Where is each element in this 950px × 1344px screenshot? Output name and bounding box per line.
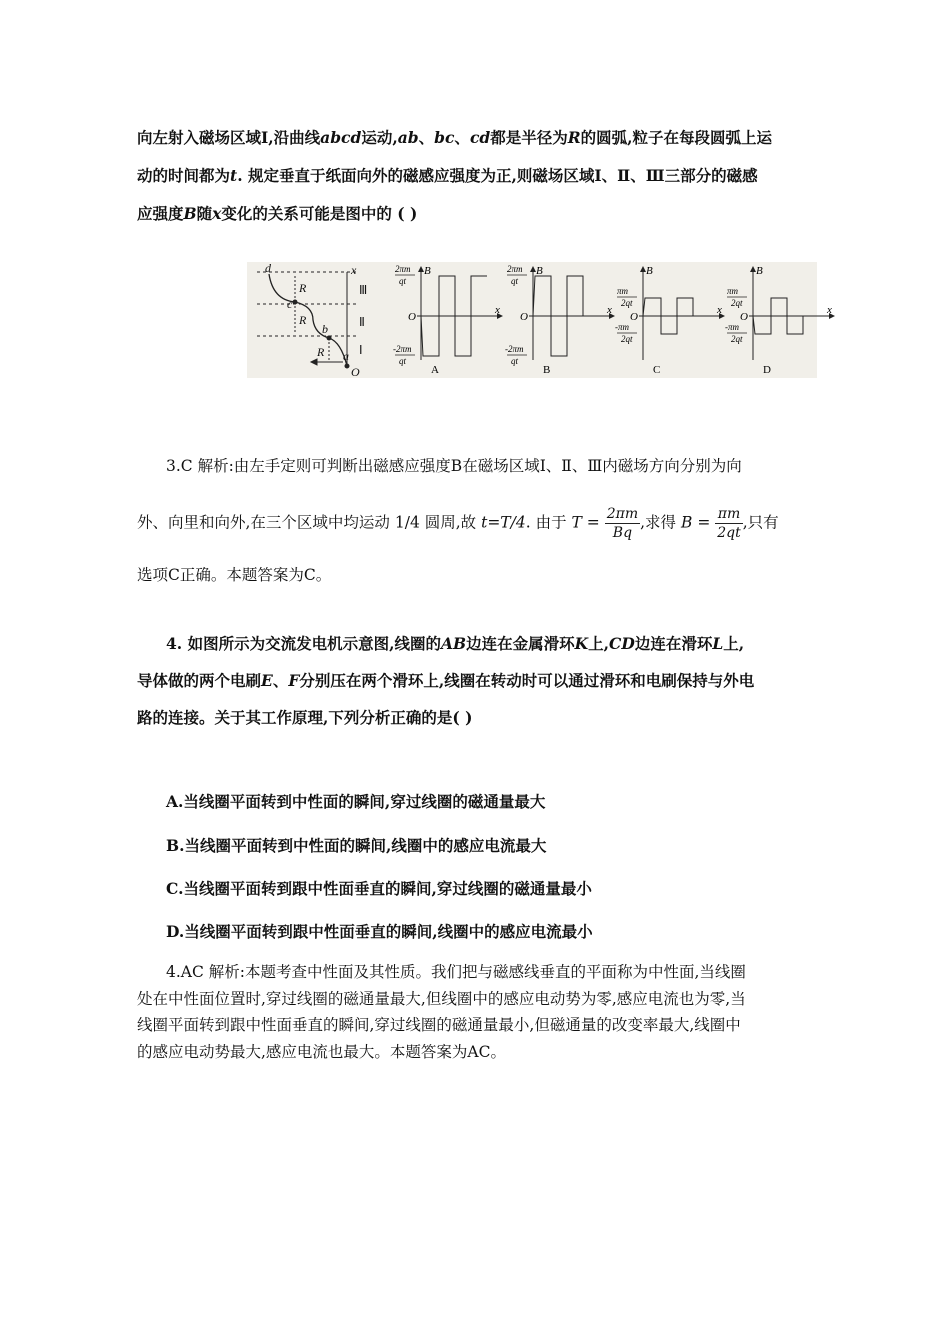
q4-line-1: 4. 如图所示为交流发电机示意图,线圈的AB边连在金属滑环K上,CD边连在滑环L上, xyxy=(166,634,745,653)
path-label-3: a xyxy=(343,349,349,363)
graph-D-origin: O xyxy=(740,311,748,323)
graph-B-pos-den: qt xyxy=(511,276,519,286)
graph-C-b-label: B xyxy=(646,265,653,277)
ans4-line-1: 4.AC 解析:本题考查中性面及其性质。我们把与磁感线垂直的平面称为中性面,当线圈 xyxy=(166,963,746,981)
region-label-0: Ⅲ xyxy=(359,283,368,297)
path-label-8: x xyxy=(351,263,357,277)
graph-B-pos-num: 2πm xyxy=(507,264,523,274)
graph-C-neg-num: -πm xyxy=(615,322,630,332)
ans3-line-1: 3.C 解析:由左手定则可判断出磁感应强度B在磁场区域Ⅰ、Ⅱ、Ⅲ内磁场方向分别为向 xyxy=(166,457,742,475)
graph-A-b-label: B xyxy=(424,265,431,277)
graph-C xyxy=(615,265,725,376)
q4-option-a: A.当线圈平面转到中性面的瞬间,穿过线圈的磁通量最大 xyxy=(166,792,546,811)
graph-C-origin: O xyxy=(630,311,638,323)
path-label-0: d xyxy=(265,261,271,275)
graph-C-pos-num: πm xyxy=(617,286,629,296)
path-label-1: c xyxy=(287,297,293,311)
graph-C-option-label: C xyxy=(653,364,661,376)
graph-B-b-label: B xyxy=(536,265,543,277)
particle-path xyxy=(269,274,347,366)
arrow-head xyxy=(311,359,317,365)
ans4-line-2: 处在中性面位置时,穿过线圈的磁通量最大,但线圈中的感应电动势为零,感应电流也为零,当 xyxy=(137,990,746,1008)
q3-figure-svg xyxy=(247,261,832,379)
point-a xyxy=(345,364,349,368)
graph-A-x-label: x xyxy=(495,304,500,316)
region-label-1: Ⅱ xyxy=(359,315,365,329)
q3-line-3: 应强度B随x变化的关系可能是图中的 ( ) xyxy=(137,204,418,223)
point-b xyxy=(327,336,331,340)
graph-D-b-label: B xyxy=(756,265,763,277)
ans4-line-4: 的感应电动势最大,感应电流也最大。本题答案为AC。 xyxy=(137,1043,506,1061)
graph-D xyxy=(725,265,835,376)
graph-D-pos-den: 2qt xyxy=(731,298,743,308)
graph-C-x-label: x xyxy=(717,304,722,316)
b-fraction: $\frac{\pi m}{2qt}$ xyxy=(717,506,741,541)
graph-C-pos-den: 2qt xyxy=(621,298,633,308)
graph-A-neg-num: -2πm xyxy=(393,344,412,354)
path-label-7: O xyxy=(351,365,360,379)
graph-B xyxy=(505,264,615,376)
path-label-5: R xyxy=(299,313,307,327)
graph-A-pos-den: qt xyxy=(399,276,407,286)
graph-A-origin: O xyxy=(408,311,416,323)
graph-D-neg-num: -πm xyxy=(725,322,740,332)
graph-B-option-label: B xyxy=(543,364,551,376)
graph-B-neg-num: -2πm xyxy=(505,344,524,354)
graph-C-neg-den: 2qt xyxy=(621,334,633,344)
graph-D-x-label: x xyxy=(827,304,832,316)
q3-figure xyxy=(247,261,832,379)
region-label-2: Ⅰ xyxy=(359,343,363,357)
q4-line-3: 路的连接。关于其工作原理,下列分析正确的是( ) xyxy=(137,708,473,727)
region-labels xyxy=(359,283,367,357)
graph-A-neg-den: qt xyxy=(399,356,407,366)
path-label-4: R xyxy=(299,281,307,295)
graph-A xyxy=(393,264,503,376)
q4-option-b: B.当线圈平面转到中性面的瞬间,线圈中的感应电流最大 xyxy=(166,836,547,855)
graph-D-neg-den: 2qt xyxy=(731,334,743,344)
q3-line-1: 向左射入磁场区域Ⅰ,沿曲线abcd运动,ab、bc、cd都是半径为R的圆弧,粒子在每段圆弧上运 xyxy=(137,128,773,147)
period-fraction: $\frac{2\pi m}{Bq}$ xyxy=(606,506,639,541)
q3-line-2: 动的时间都为t. 规定垂直于纸面向外的磁感应强度为正,则磁场区域Ⅰ、Ⅱ、Ⅲ三部分的磁感 xyxy=(137,166,758,185)
particle-path-diagram xyxy=(257,272,357,368)
graph-D-option-label: D xyxy=(763,364,771,376)
graph-A-option-label: A xyxy=(431,364,439,376)
graph-B-origin: O xyxy=(520,311,528,323)
q4-option-c: C.当线圈平面转到跟中性面垂直的瞬间,穿过线圈的磁通量最小 xyxy=(166,879,592,898)
graph-B-neg-den: qt xyxy=(511,356,519,366)
ans3-line-2: 外、向里和向外,在三个区域中均运动 1/4 圆周,故 t=T/4. 由于 T = $\frac{2\pi m}{Bq}$ ,求得 B = $\frac{\pi m}{2qt}$ ,只有 xyxy=(137,506,779,541)
point-c xyxy=(293,300,297,304)
path-label-2: b xyxy=(322,322,328,336)
ans3-line-3: 选项C正确。本题答案为C。 xyxy=(137,566,332,584)
q4-option-d: D.当线圈平面转到跟中性面垂直的瞬间,线圈中的感应电流最小 xyxy=(166,922,593,941)
graph-B-x-label: x xyxy=(607,304,612,316)
q4-line-2: 导体做的两个电刷E、F分别压在两个滑环上,线圈在转动时可以通过滑环和电刷保持与外电 xyxy=(137,671,755,690)
ans4-line-3: 线圈平面转到跟中性面垂直的瞬间,穿过线圈的磁通量最小,但磁通量的改变率最大,线圈中 xyxy=(137,1016,741,1034)
option-graphs xyxy=(393,264,835,376)
graph-D-pos-num: πm xyxy=(727,286,739,296)
path-label-6: R xyxy=(317,345,325,359)
graph-A-pos-num: 2πm xyxy=(395,264,411,274)
